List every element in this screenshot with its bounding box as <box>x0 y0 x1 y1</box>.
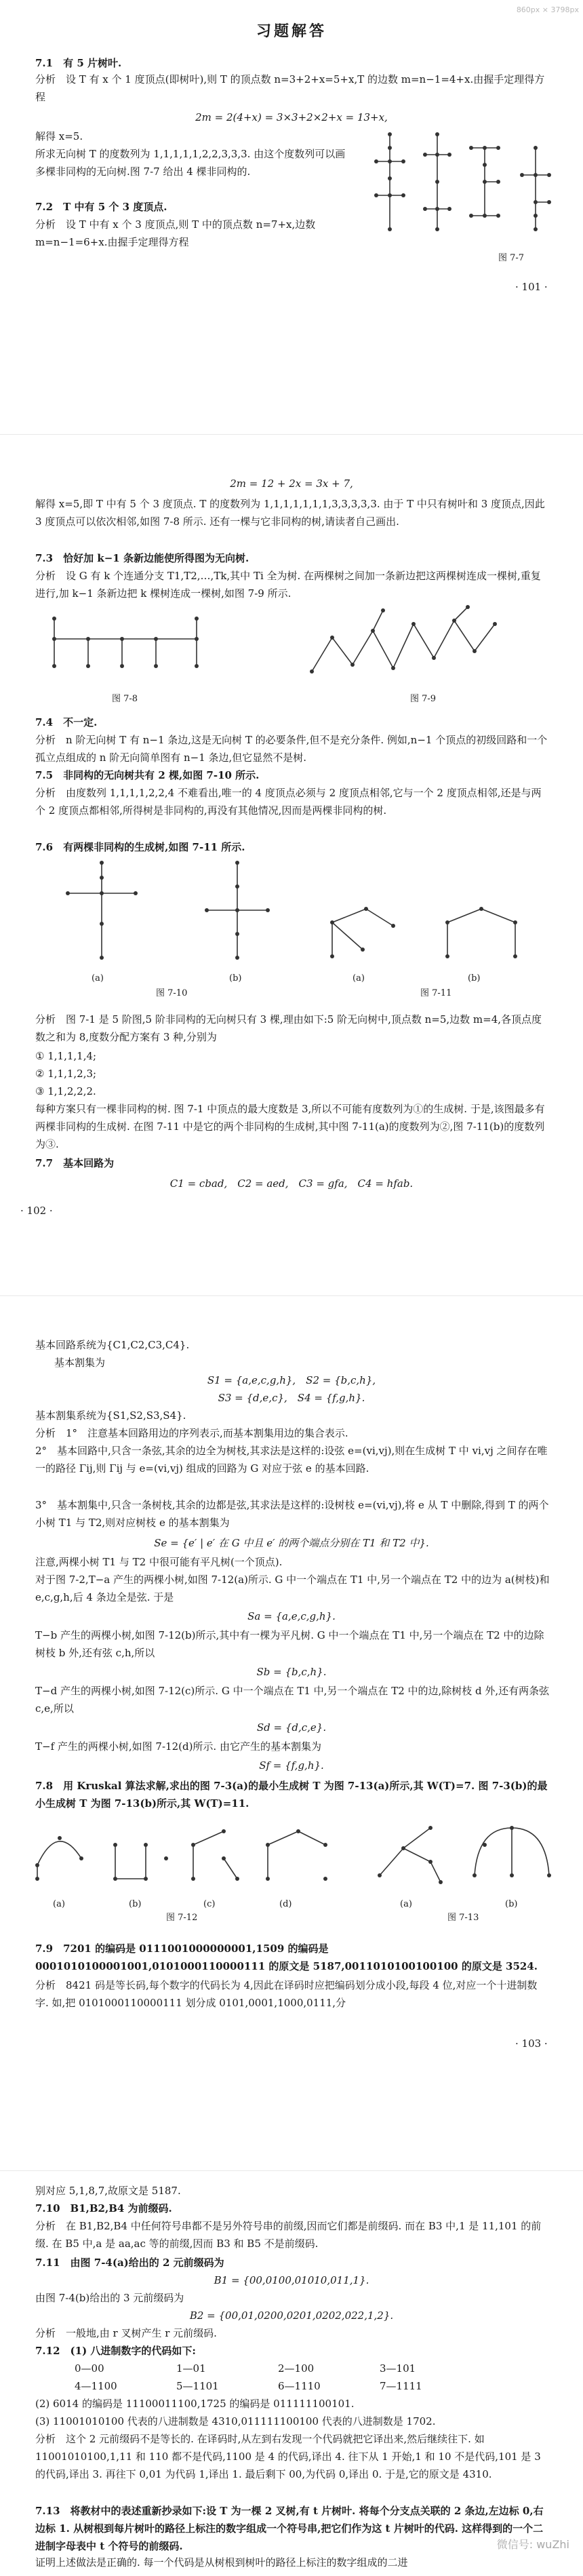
equation-7-1: 2m = 2(4+x) = 3×3+2×2+x = 13+x, <box>195 111 388 123</box>
code-entry: 3—101 <box>380 2362 416 2375</box>
answer-7-5-heading: 7.5 非同构的无向树共有 2 棵,如图 7-10 所示. <box>35 769 260 781</box>
tree-7-10-a <box>66 861 138 960</box>
basic-circuit-system: 基本回路系统为{C1,C2,C3,C4}. <box>35 1339 190 1351</box>
page-separator <box>0 2170 583 2171</box>
answer-7-9-analysis: 分析 8421 码是等长码,每个数字的代码长为 4,因此在译码时应把编码划分成小段,每段 4 位,对应一个十进制数字. 如,把 0101000110000111 划分成 0101,0001,1000,0111,分 <box>35 1979 538 2009</box>
image-dimensions-label: 860px × 3798px <box>516 5 579 14</box>
figure-7-12-caption-a: (a) <box>53 1899 65 1909</box>
equation-sd: Sd = {d,c,e}. <box>256 1721 327 1734</box>
subtree-7-12-b <box>113 1843 168 1881</box>
octal-code-table <box>75 2360 481 2395</box>
figure-7-11-caption: 图 7-11 <box>420 988 452 998</box>
page-number-101: · 101 · <box>515 281 548 293</box>
equation-sf: Sf = {f,g,h}. <box>259 1759 324 1772</box>
answer-7-6-analysis: 分析 图 7-1 是 5 阶图,5 阶非同构的无向树只有 3 棵,理由如下:5 阶无向树中,顶点数 n=5,边数 m=4,各顶点度数之和为 8,度数分配方案有 3 种,分别为 <box>35 1013 542 1043</box>
answer-7-10-analysis: 分析 在 B1,B2,B4 中任何符号串都不是另外符号串的前缀,因而它们都是前缀码. 而在 B3 中,1 是 11,101 的前缀. 在 B5 中,a 是 aa,ac 等的前缀,因而 B3 和 B5 不是前缀码. <box>35 2220 542 2250</box>
figure-7-10-caption: 图 7-10 <box>156 988 188 998</box>
degree-option-1: ① 1,1,1,1,4; <box>35 1050 97 1062</box>
note-7: T−d 产生的两棵小树,如图 7-12(c)所示. G 中一个端点在 T1 中,另一个端点在 T2 中的边,除树枝 d 外,还有两条弦 c,e,所以 <box>35 1685 550 1715</box>
figure-7-10-caption-b: (b) <box>229 973 242 983</box>
answer-7-4-analysis: 分析 n 阶无向树 T 有 n−1 条边,这是无向树 T 的必要条件,但不是充分条件. 例如,n−1 个顶点的初级回路和一个孤立点组成的 n 阶无向简单图有 n−1 条边,但它显然不是树. <box>35 734 548 764</box>
equation-basic-circuits: C1 = cbad, C2 = aed, C3 = gfa, C4 = hfab. <box>169 1177 414 1190</box>
code-entry: 6—1110 <box>278 2380 321 2392</box>
equation-cutsets-1: S1 = {a,e,c,g,h}, S2 = {b,c,h}, <box>207 1374 376 1386</box>
code-entry: 4—1100 <box>75 2380 117 2392</box>
page-title: 习题解答 <box>256 23 327 40</box>
tree-7-7-4 <box>520 146 551 231</box>
code-row <box>75 2377 481 2395</box>
answer-7-4-heading: 7.4 不一定. <box>35 716 98 728</box>
answer-7-12-part-2: (2) 6014 的编码是 11100011100,1725 的编码是 011111100101. <box>35 2398 355 2410</box>
answer-7-1-analysis: 分析 设 T 有 x 个 1 度顶点(即树叶),则 T 的顶点数 n=3+2+x=5+x,T 的边数 m=n−1=4+x.由握手定理得方程 <box>35 73 545 103</box>
figure-7-12-caption: 图 7-12 <box>166 1913 198 1923</box>
figure-7-8-tree <box>41 612 217 686</box>
tree-7-10-b <box>205 861 270 960</box>
note-2: 2° 基本回路中,只含一条弦,其余的边全为树枝,其求法是这样的:设弦 e=(vi,vj),则在生成树 T 中 vi,vj 之间存在唯一的路径 Γij,则 Γij 与 e=(vi,vj) 组成的回路为 G 对应于弦 e 的基本回路. <box>35 1445 548 1475</box>
page-104 <box>0 2174 583 2576</box>
page-101 <box>0 0 583 427</box>
code-entry: 5—1101 <box>176 2380 219 2392</box>
figure-7-13-caption-b: (b) <box>505 1899 518 1909</box>
mst-7-13-b <box>473 1826 551 1877</box>
answer-7-5-analysis: 分析 由度数列 1,1,1,1,2,2,4 不难看出,唯一的 4 度顶点必须与 2 度顶点相邻,它与一个 2 度顶点相邻,还是与两个 2 度顶点都相邻,所得树是非同构的,再没有其他情况,因而是两棵非同构的树. <box>35 787 542 817</box>
answer-7-12-heading: 7.12 (1) 八进制数字的代码如下: <box>35 2345 196 2357</box>
equation-b2: B2 = {00,01,0200,0201,0202,022,1,2}. <box>189 2309 394 2322</box>
figure-7-11-caption-b: (b) <box>468 973 481 983</box>
code-entry: 0—00 <box>75 2362 104 2375</box>
answer-7-13-heading: 7.13 将教材中的表述重新抄录如下:设 T 为一棵 2 叉树,有 t 片树叶. 将每个分支点关联的 2 条边,左边标 0,右边标 1. 从树根到每片树叶的路径上标注的数字组成一个符号串,把它们作为这 t 片树叶的代码. 这样得到的一个二进制字母表中 t 个符号的前缀码. <box>35 2505 544 2552</box>
code-entry: 7—1111 <box>380 2380 422 2392</box>
tree-7-11-a <box>330 907 395 958</box>
mst-7-13-a <box>378 1826 443 1884</box>
page-102-lower <box>0 1100 583 1290</box>
answer-7-7-heading: 7.7 基本回路为 <box>35 1157 115 1169</box>
answer-7-6-conclusion: 每种方案只有一棵非同构的树. 图 7-1 中顶点的最大度数是 3,所以不可能有度数列为①的生成树. 于是,该图最多有两棵非同构的生成树. 在图 7-11 中是它的两个非同构的生成树,其中图 7-11(a)的度数列为②,图 7-11(b)的度数列为③. <box>35 1103 545 1150</box>
page-103 <box>0 1295 583 2143</box>
equation-7-2: 2m = 12 + 2x = 3x + 7, <box>230 477 353 490</box>
answer-7-13-proof: 证明上述做法是正确的. 每一个代码是从树根到树叶的路径上标注的数字组成的二进 <box>35 2556 408 2569</box>
equation-sb: Sb = {b,c,h}. <box>256 1666 327 1678</box>
figure-7-9-tree <box>298 604 522 692</box>
page-102 <box>0 434 583 1112</box>
answer-7-12-analysis: 分析 这个 2 元前缀码不是等长的. 在译码时,从左到右发现一个代码就把它译出来,然后继续往下. 如 11001010100,1,11 和 110 都不是代码,1100 是 4 的代码,译出 4. 往下从 1 开始,1 和 10 不是代码,101 是 3 的代码,译出 3. 再往下 0,01 为代码 1,译出 1. 最后剩下 00,为代码 0,译出 0. 于是,它的原文是 4310. <box>35 2433 541 2480</box>
subtree-7-12-d <box>266 1829 327 1881</box>
equation-cutset-definition: Se = {e′ | e′ 在 G 中且 e′ 的两个端点分别在 T1 和 T2 中}. <box>154 1537 429 1549</box>
subtree-7-12-c <box>191 1829 239 1881</box>
answer-7-11-analysis: 分析 一般地,由 r 叉树产生 r 元前缀码. <box>35 2327 217 2339</box>
answer-7-12-part-3: (3) 11001010100 代表的八进制数是 4310,011111100100 代表的八进制数是 1702. <box>35 2415 436 2427</box>
note-4: 注意,两棵小树 T1 与 T2 中很可能有平凡树(一个顶点). <box>35 1556 283 1568</box>
answer-7-9-conclusion: 别对应 5,1,8,7,故原文是 5187. <box>35 2185 181 2197</box>
note-3: 3° 基本割集中,只含一条树枝,其余的边都是弦,其求法是这样的:设树枝 e=(vi,vj),将 e 从 T 中删除,得到 T 的两个小树 T1 与 T2,则对应树枝 e 的基本割集为 <box>35 1499 549 1529</box>
answer-7-2-heading: 7.2 T 中有 5 个 3 度顶点. <box>35 201 167 213</box>
answer-7-2-analysis: 分析 设 T 中有 x 个 3 度顶点,则 T 中的顶点数 n=7+x,边数 m=n−1=6+x.由握手定理得方程 <box>35 218 316 248</box>
answer-7-6-heading: 7.6 有两棵非同构的生成树,如图 7-11 所示. <box>35 841 245 853</box>
code-row <box>75 2360 481 2377</box>
figure-7-11-caption-a: (a) <box>353 973 365 983</box>
code-entry: 1—01 <box>176 2362 206 2375</box>
tree-7-7-1 <box>374 132 405 231</box>
answer-7-10-heading: 7.10 B1,B2,B4 为前缀码. <box>35 2202 172 2214</box>
note-6: T−b 产生的两棵小树,如图 7-12(b)所示,其中有一棵为平凡树. G 中一个端点在 T1 中,另一个端点在 T2 中的边除树枝 b 外,还有弦 c,h,所以 <box>35 1629 544 1659</box>
note-1: 分析 1° 注意基本回路用边的序列表示,而基本割集用边的集合表示. <box>35 1427 348 1439</box>
figure-7-9-caption: 图 7-9 <box>410 694 437 704</box>
answer-7-11-text: 由图 7-4(b)给出的 3 元前缀码为 <box>35 2292 184 2304</box>
subtree-7-12-a <box>35 1836 83 1881</box>
figure-7-7-caption: 图 7-7 <box>498 253 525 263</box>
figure-7-13-caption-a: (a) <box>400 1899 412 1909</box>
figure-7-7-trees <box>369 128 566 246</box>
note-8: T−f 产生的两棵小树,如图 7-12(d)所示. 由它产生的基本割集为 <box>35 1740 321 1753</box>
tree-7-7-2 <box>423 132 451 231</box>
degree-option-3: ③ 1,1,2,2,2. <box>35 1085 96 1097</box>
equation-cutsets-2: S3 = {d,e,c}, S4 = {f,g,h}. <box>218 1392 365 1404</box>
code-entry: 2—100 <box>278 2362 315 2375</box>
page-number-102: · 102 · <box>20 1205 53 1217</box>
tree-7-7-3 <box>469 146 500 218</box>
figure-7-12-caption-c: (c) <box>203 1899 216 1909</box>
figure-7-12-caption-d: (d) <box>279 1899 292 1909</box>
figure-7-13-caption: 图 7-13 <box>447 1913 479 1923</box>
figure-7-10-trees <box>41 856 312 971</box>
equation-b1: B1 = {00,0100,01010,011,1}. <box>214 2274 369 2286</box>
figure-7-13-min-spanning-trees <box>366 1814 563 1896</box>
answer-7-1-solution: 解得 x=5. <box>35 130 83 142</box>
page-number-103: · 103 · <box>515 2037 548 2050</box>
answer-7-11-heading: 7.11 由图 7-4(a)给出的 2 元前缀码为 <box>35 2257 224 2269</box>
degree-option-2: ② 1,1,1,2,3; <box>35 1068 97 1080</box>
basic-cutset-label: 基本割集为 <box>54 1357 106 1369</box>
figure-7-8-caption: 图 7-8 <box>112 694 138 704</box>
answer-7-3-heading: 7.3 恰好加 k−1 条新边能使所得图为无向树. <box>35 552 249 564</box>
figure-7-10-caption-a: (a) <box>92 973 104 983</box>
figure-7-12-caption-b: (b) <box>129 1899 142 1909</box>
figure-7-11-spanning-trees <box>319 895 542 970</box>
basic-cutset-system: 基本割集系统为{S1,S2,S3,S4}. <box>35 1409 186 1422</box>
answer-7-1-degree-sequence: 所求无向树 T 的度数列为 1,1,1,1,1,2,2,3,3,3. 由这个度数列可以画多棵非同构的无向树.图 7-7 给出 4 棵非同构的. <box>35 148 346 178</box>
equation-sa: Sa = {a,e,c,g,h}. <box>247 1610 336 1622</box>
answer-7-2-continued: 解得 x=5,即 T 中有 5 个 3 度顶点. T 的度数列为 1,1,1,1,1,1,1,3,3,3,3,3. 由于 T 中只有树叶和 3 度顶点,因此 3 度顶点可以依次相邻,如图 7-8 所示. 还有一棵与它非同构的树,请读者自己画出. <box>35 498 545 528</box>
tree-7-11-b <box>445 907 517 958</box>
answer-7-8: 7.8 用 Kruskal 算法求解,求出的图 7-3(a)的最小生成树 T 为图 7-13(a)所示,其 W(T)=7. 图 7-3(b)的最小生成树 T 为图 7-13(b)所示,其 W(T)=11. <box>35 1780 548 1810</box>
wechat-watermark: 微信号: wuZhi <box>496 2538 569 2551</box>
answer-7-3-analysis: 分析 设 G 有 k 个连通分支 T1,T2,…,Tk,其中 Ti 全为树. 在两棵树之间加一条新边把这两棵树连成一棵树,重复进行,加 k−1 条新边把 k 棵树连成一棵树,如图 7-9 所示. <box>35 570 541 600</box>
answer-7-1-heading: 7.1 有 5 片树叶. <box>35 57 122 69</box>
note-5: 对于图 7-2,T−a 产生的两棵小树,如图 7-12(a)所示. G 中一个端点在 T1 中,另一个端点在 T2 中的边为 a(树枝)和 e,c,g,h,后 4 条边全是弦. 于是 <box>35 1574 550 1603</box>
answer-7-9: 7.9 7201 的编码是 0111001000000001,1509 的编码是 0001010100001001,0101000110000111 的原文是 5187,0011010100100100 的原文是 3524. <box>35 1943 538 1972</box>
figure-7-12-subtrees <box>27 1818 346 1892</box>
